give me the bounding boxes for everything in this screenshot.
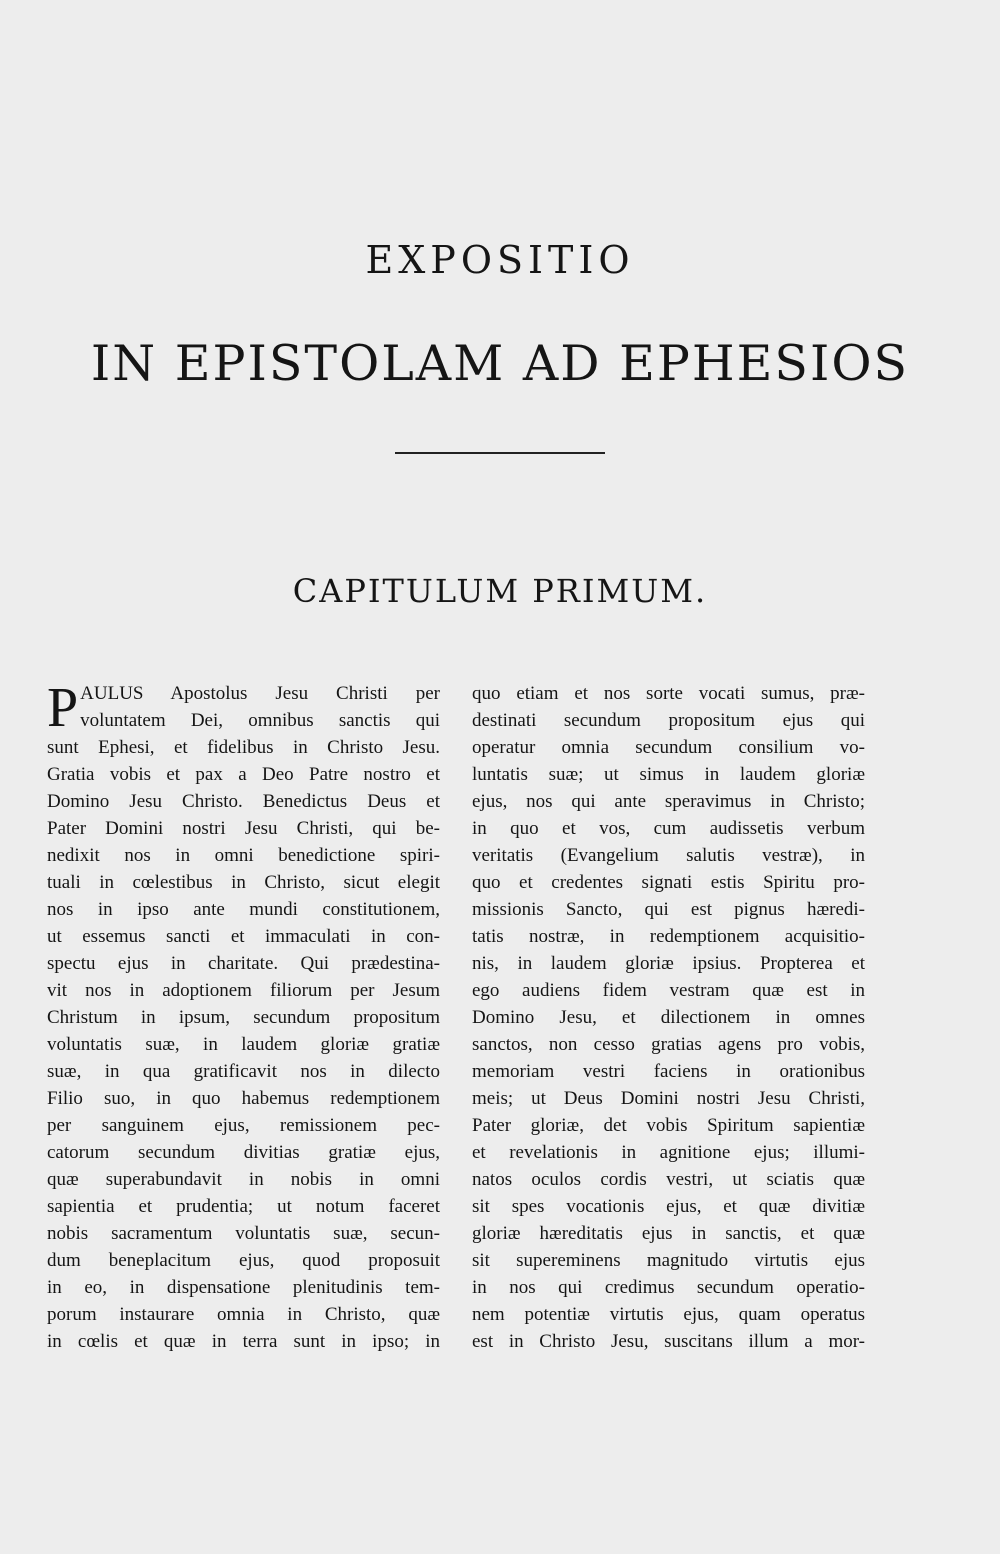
text-line: in eo, in dispensatione plenitudinis tem-	[47, 1277, 440, 1298]
text-line: quo etiam et nos sorte vocati sumus, præ-	[472, 683, 865, 704]
text-line: missionis Sancto, qui est pignus hæredi-	[472, 899, 865, 920]
text-line: tuali in cœlestibus in Christo, sicut elegit	[47, 872, 440, 893]
text-line: porum instaurare omnia in Christo, quæ	[47, 1304, 440, 1325]
page-title-expositio: EXPOSITIO	[365, 238, 635, 282]
text-line: et revelationis in agnitione ejus; illumi-	[472, 1142, 865, 1163]
text-line: Filio suo, in quo habemus redemptionem	[47, 1088, 440, 1109]
text-line: est in Christo Jesu, suscitans illum a mor-	[472, 1331, 865, 1352]
text-line: catorum secundum divitias gratiæ ejus,	[47, 1142, 440, 1163]
text-line: natos oculos cordis vestri, ut sciatis quæ	[472, 1169, 865, 1190]
text-line: nis, in laudem gloriæ ipsius. Propterea et	[472, 953, 865, 974]
text-line: operatur omnia secundum consilium vo-	[472, 737, 865, 758]
text-line: voluntatem Dei, omnibus sanctis qui	[80, 710, 440, 731]
text-line: per sanguinem ejus, remissionem pec-	[47, 1115, 440, 1136]
text-line: Domino Jesu Christo. Benedictus Deus et	[47, 791, 440, 812]
text-line: quo et credentes signati estis Spiritu pro-	[472, 872, 865, 893]
text-line: dum beneplacitum ejus, quod proposuit	[47, 1250, 440, 1271]
text-line: Gratia vobis et pax a Deo Patre nostro et	[47, 764, 440, 785]
text-line: voluntatis suæ, in laudem gloriæ gratiæ	[47, 1034, 440, 1055]
text-line: vit nos in adoptionem filiorum per Jesum	[47, 980, 440, 1001]
text-line: spectu ejus in charitate. Qui prædestina-	[47, 953, 440, 974]
text-line: nem potentiæ virtutis ejus, quam operatus	[472, 1304, 865, 1325]
text-line: ego audiens fidem vestram quæ est in	[472, 980, 865, 1001]
text-line: quæ superabundavit in nobis in omni	[47, 1169, 440, 1190]
page-title-epistle: IN EPISTOLAM AD EPHESIOS	[90, 335, 910, 392]
text-line: meis; ut Deus Domini nostri Jesu Christi,	[472, 1088, 865, 1109]
text-line: sit supereminens magnitudo virtutis ejus	[472, 1250, 865, 1271]
text-line: Pater gloriæ, det vobis Spiritum sapientiæ	[472, 1115, 865, 1136]
text-line: gloriæ hæreditatis ejus in sanctis, et quæ	[472, 1223, 865, 1244]
text-line: nos in ipso ante mundi constitutionem,	[47, 899, 440, 920]
text-line: sunt Ephesi, et fidelibus in Christo Jesu.	[47, 737, 440, 758]
text-line: sapientia et prudentia; ut notum faceret	[47, 1196, 440, 1217]
right-text-column	[472, 680, 865, 1355]
text-line: suæ, in qua gratificavit nos in dilecto	[47, 1061, 440, 1082]
text-line: destinati secundum propositum ejus qui	[472, 710, 865, 731]
text-line: nobis sacramentum voluntatis suæ, secun-	[47, 1223, 440, 1244]
text-line: AULUS Apostolus Jesu Christi per	[80, 683, 440, 704]
text-line: sanctos, non cesso gratias agens pro vobis,	[472, 1034, 865, 1055]
text-line: veritatis (Evangelium salutis vestræ), in	[472, 845, 865, 866]
text-line: ut essemus sancti et immaculati in con-	[47, 926, 440, 947]
text-line: tatis nostræ, in redemptionem acquisitio-	[472, 926, 865, 947]
text-line: nedixit nos in omni benedictione spiri-	[47, 845, 440, 866]
text-line: sit spes vocationis ejus, et quæ divitiæ	[472, 1196, 865, 1217]
left-text-column	[47, 677, 440, 1355]
text-line: Pater Domini nostri Jesu Christi, qui be-	[47, 818, 440, 839]
title-divider	[395, 452, 605, 454]
text-line: Christum in ipsum, secundum propositum	[47, 1007, 440, 1028]
text-line: in quo et vos, cum audissetis verbum	[472, 818, 865, 839]
drop-cap: P	[47, 677, 79, 739]
text-line: luntatis suæ; ut simus in laudem gloriæ	[472, 764, 865, 785]
text-line: ejus, nos qui ante speravimus in Christo;	[472, 791, 865, 812]
text-line: in nos qui credimus secundum operatio-	[472, 1277, 865, 1298]
chapter-heading: CAPITULUM PRIMUM.	[292, 572, 708, 610]
text-line: memoriam vestri faciens in orationibus	[472, 1061, 865, 1082]
text-line: Domino Jesu, et dilectionem in omnes	[472, 1007, 865, 1028]
text-line: in cœlis et quæ in terra sunt in ipso; in	[47, 1331, 440, 1352]
